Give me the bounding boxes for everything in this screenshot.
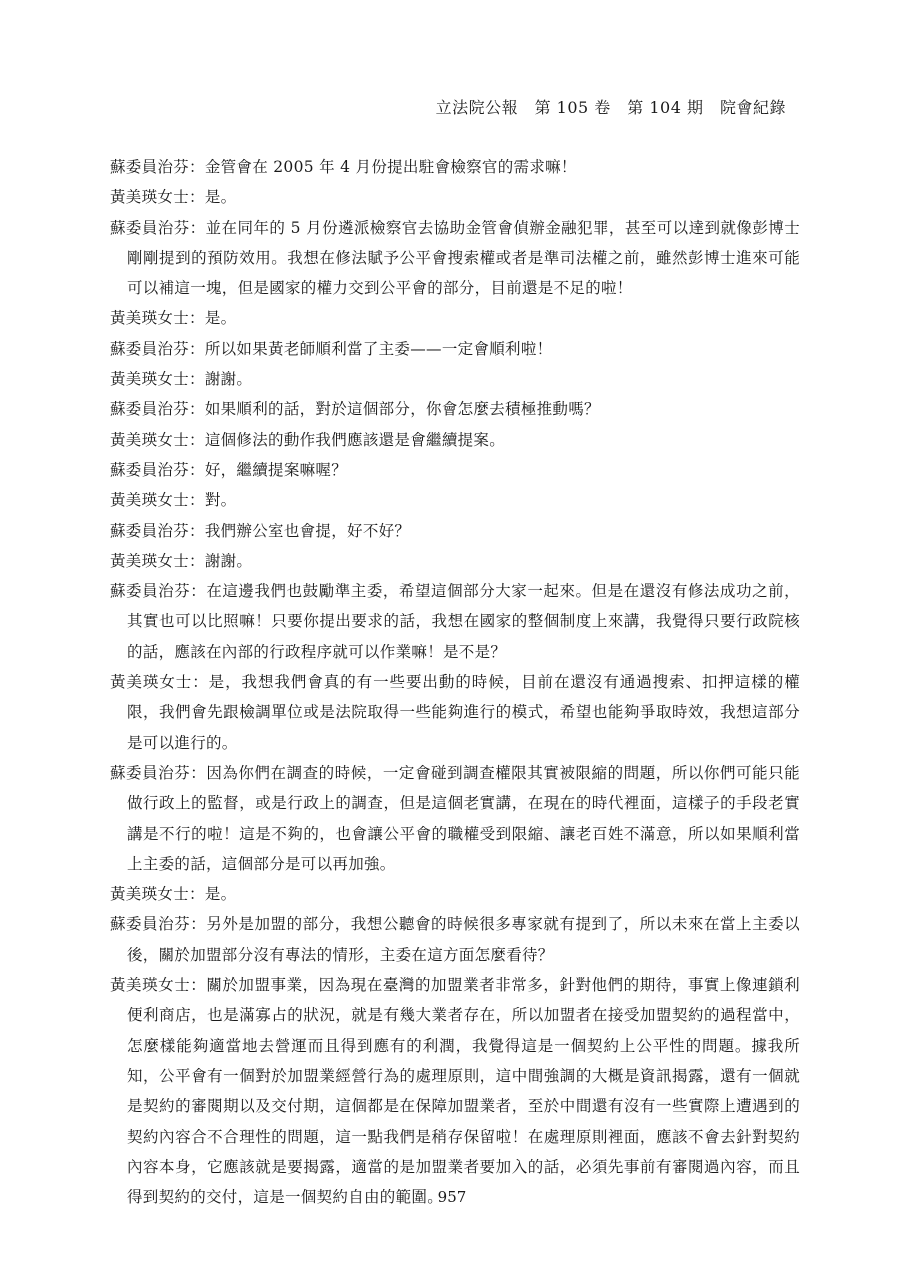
speaker-label: 蘇委員治芬： bbox=[110, 400, 205, 419]
transcript-paragraph bbox=[110, 394, 800, 424]
speech-text: 這個修法的動作我們應該還是會繼續提案。 bbox=[204, 430, 506, 449]
transcript-paragraph bbox=[110, 516, 800, 546]
transcript-body bbox=[110, 152, 800, 1212]
speech-text: 謝謝。 bbox=[204, 370, 253, 389]
speaker-label: 黃美瑛女士： bbox=[110, 673, 209, 692]
speaker-label: 蘇委員治芬： bbox=[110, 460, 205, 479]
speaker-label: 蘇委員治芬： bbox=[110, 218, 206, 237]
speaker-label: 蘇委員治芬： bbox=[110, 339, 205, 358]
speaker-label: 蘇委員治芬： bbox=[110, 582, 207, 601]
transcript-paragraph bbox=[110, 182, 800, 212]
speaker-label: 黃美瑛女士： bbox=[110, 430, 205, 449]
speech-text: 是，我想我們會真的有一些要出動的時候，目前在還沒有通過搜索、扣押這樣的權限，我們會先跟檢調單位或是法院取得一些能夠進行的模式，希望也能夠爭取時效，我想這部分是可以進行的。 bbox=[127, 673, 800, 752]
speech-text: 是。 bbox=[204, 309, 237, 328]
transcript-paragraph bbox=[110, 152, 800, 182]
speaker-label: 黃美瑛女士： bbox=[110, 309, 205, 328]
transcript-paragraph bbox=[110, 485, 800, 515]
speaker-label: 蘇委員治芬： bbox=[110, 521, 205, 540]
transcript-paragraph bbox=[110, 213, 800, 304]
transcript-paragraph bbox=[110, 425, 800, 455]
speaker-label: 蘇委員治芬： bbox=[110, 158, 205, 176]
speaker-label: 蘇委員治芬： bbox=[110, 763, 207, 782]
transcript-paragraph bbox=[110, 970, 800, 1212]
transcript-paragraph bbox=[110, 334, 800, 364]
transcript-paragraph bbox=[110, 879, 800, 909]
running-header: 立法院公報 第 105 卷 第 104 期 院會紀錄 bbox=[435, 98, 786, 117]
speech-text: 因為你們在調查的時候，一定會碰到調查權限其實被限縮的問題，所以你們可能只能做行政上的監督，或是行政上的調查，但是這個老實講，在現在的時代裡面，這樣子的手段老實講是不行的啦！這是不夠的，也會讓公平會的職權受到限縮、讓老百姓不滿意，所以如果順利當上主委的話，這個部分是可以再加強。 bbox=[127, 763, 800, 873]
transcript-paragraph bbox=[110, 364, 800, 394]
speech-text: 並在同年的 5 月份遴派檢察官去協助金管會偵辦金融犯罪，甚至可以達到就像彭博士剛剛提到的預防效用。我想在修法賦予公平會搜索權或者是準司法權之前，雖然彭博士進來可能可以補這一塊，但是國家的權力交到公平會的部分，目前還是不足的啦！ bbox=[127, 218, 800, 298]
speaker-label: 黃美瑛女士： bbox=[110, 370, 205, 389]
speaker-label: 黃美瑛女士： bbox=[110, 491, 205, 510]
speech-text: 謝謝。 bbox=[204, 551, 253, 570]
transcript-paragraph bbox=[110, 303, 800, 333]
speech-text: 對。 bbox=[204, 491, 237, 510]
speech-text: 如果順利的話，對於這個部分，你會怎麼去積極推動嗎？ bbox=[204, 400, 600, 419]
transcript-paragraph bbox=[110, 455, 800, 485]
speech-text: 所以如果黃老師順利當了主委——一定會順利啦！ bbox=[204, 339, 553, 358]
transcript-paragraph bbox=[110, 546, 800, 576]
transcript-paragraph bbox=[110, 758, 800, 879]
speech-text: 關於加盟事業，因為現在臺灣的加盟業者非常多，針對他們的期待，事實上像連鎖利便利商店，也是滿寡占的狀況，就是有幾大業者存在，所以加盟者在接受加盟契約的過程當中，怎麼樣能夠適當地去營運而且得到應有的利潤，我覺得這是一個契約上公平性的問題。據我所知，公平會有一個對於加盟業經營行為的處理原則，這中間強調的大概是資訊揭露，還有一個就是契約的審閱期以及交付期，這個都是在保障加盟業者，至於中間還有沒有一些實際上遭遇到的契約內容合不合理性的問題，這一點我們是稍存保留啦！在處理原則裡面，應該不會去針對契約內容本身，它應該就是要揭露，適當的是加盟業者要加入的話，必須先事前有審閱過內容，而且得到契約的交付，這是一個契約自由的範圍。 bbox=[127, 976, 800, 1207]
transcript-paragraph bbox=[110, 667, 800, 758]
transcript-paragraph bbox=[110, 909, 800, 970]
speech-text: 另外是加盟的部分，我想公聽會的時候很多專家就有提到了，所以未來在當上主委以後，關於加盟部分沒有專法的情形，主委在這方面怎麼看待？ bbox=[127, 915, 800, 964]
speech-text: 金管會在 2005 年 4 月份提出駐會檢察官的需求嘛！ bbox=[204, 158, 577, 176]
speaker-label: 黃美瑛女士： bbox=[110, 885, 205, 904]
speaker-label: 蘇委員治芬： bbox=[110, 915, 207, 934]
speech-text: 我們辦公室也會提，好不好？ bbox=[204, 521, 411, 540]
speech-text: 在這邊我們也鼓勵準主委，希望這個部分大家一起來。但是在還沒有修法成功之前，其實也可以比照嘛！只要你提出要求的話，我想在國家的整個制度上來講，我覺得只要行政院核的話，應該在內部的行政程序就可以作業嘛！是不是？ bbox=[127, 582, 800, 661]
speaker-label: 黃美瑛女士： bbox=[110, 976, 207, 995]
speech-text: 是。 bbox=[204, 188, 237, 207]
transcript-paragraph bbox=[110, 576, 800, 667]
speaker-label: 黃美瑛女士： bbox=[110, 551, 205, 570]
page-number: 957 bbox=[437, 1188, 467, 1206]
speech-text: 好，繼續提案嘛喔？ bbox=[204, 460, 348, 479]
speech-text: 是。 bbox=[204, 885, 237, 904]
speaker-label: 黃美瑛女士： bbox=[110, 188, 205, 207]
